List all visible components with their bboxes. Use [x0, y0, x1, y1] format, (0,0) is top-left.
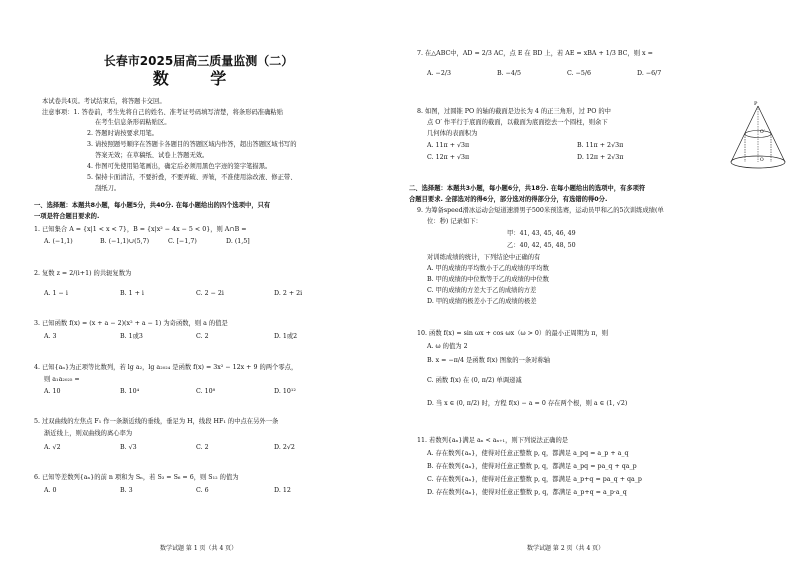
question-1-stem: 1. 已知集合 A = {x|1 < x < 7}，B = {x|x² − 4x − 5 < 0}，则 A∩B = [34, 226, 247, 233]
section-2-heading: 合题目要求. 全部选对的得6分，部分选对的得部分分，有选错的得0分. [409, 196, 608, 203]
question-3-option-b: B. 1或3 [120, 333, 143, 340]
question-4-stem: 4. 已知{aₙ}为正项等比数列，若 lg a₂，lg a₂₀₂₄ 是函数 f(x) = 3x² − 12x + 9 的两个零点， [34, 364, 298, 371]
question-5-option-d: D. 2√2 [274, 444, 295, 451]
question-8-option-d: D. 12π + 2√3π [577, 154, 624, 161]
question-1-option-d: D. (1,5] [226, 238, 250, 245]
note-line: 3. 请按照题号顺序在答题卡各题目的答题区域内作答，超出答题区域书写的 [87, 141, 297, 148]
exam-title: 长春市2025届高三质量监测（二） [103, 54, 294, 68]
question-7-stem: 7. 在△ABC中，AD = 2/3 AC，点 E 在 BD 上，若 AE = xBA + 1/3 BC，则 x = [417, 50, 653, 57]
question-11-option-d: D. 存在数列{aₙ}，使得对任意正整数 p, q，都满足 a_p+q = a_p·a_q [427, 489, 627, 496]
question-9-stem: 9. 为筹备speed滑冰运动会短道速滑男子500米预选赛，运动员甲和乙的5次训练成绩(单 [417, 207, 664, 214]
question-2-option-d: D. 2 + 2i [274, 290, 303, 297]
question-6-option-b: B. 3 [120, 487, 133, 494]
question-1-option-b: B. (−1,1)∪(5,7) [100, 238, 150, 245]
question-6-option-a: A. 0 [44, 487, 57, 494]
question-9-yi-scores: 乙：40, 42, 45, 48, 50 [507, 242, 576, 249]
question-9-option-c: C. 甲的成绩的方差大于乙的成绩的方差 [427, 287, 537, 294]
question-6-stem: 6. 已知等差数列{aₙ}的前 n 项和为 Sₙ，若 S₃ = S₆ = 6，则 S₁₂ 的值为 [34, 474, 239, 481]
note-line: 4. 作图可先使用铅笔画出，确定后必须用黑色字迹的签字笔描黑。 [87, 163, 272, 170]
question-10-option-d: D. 当 x ∈ (0, π/2) 时，方程 f(x) − a = 0 存在两个根，则 a ∈ (1, √2) [427, 400, 628, 407]
question-4-option-c: C. 10⁸ [196, 388, 216, 395]
question-9-stem-cont: 位：秒) 记录如下： [427, 218, 482, 225]
question-11-option-a: A. 存在数列{aₙ}，使得对任意正整数 p, q，都满足 a_pq = a_p + a_q [427, 450, 629, 457]
question-4-option-a: A. 10 [44, 388, 61, 395]
question-7-option-c: C. −5/6 [567, 70, 592, 77]
question-6-option-c: C. 6 [196, 487, 209, 494]
cone-figure [727, 100, 789, 175]
figure-label-o: O [760, 158, 764, 163]
question-11-option-b: B. 存在数列{aₙ}，使得对任意正整数 p, q，都满足 a_pq = pa_q + qa_p [427, 463, 637, 470]
question-7-option-a: A. −2/3 [427, 70, 451, 77]
figure-label-p: P [754, 101, 758, 107]
question-4-option-b: B. 10⁴ [120, 388, 140, 395]
intro-text: 本试卷共4页。考试结束后，将答题卡交回。 [42, 98, 166, 105]
page-footer: 数学试题 第 2 页（共 4 页） [527, 545, 605, 552]
section-2-heading: 二、选择题：本题共3小题，每小题6分，共18分. 在每小题给出的选项中，有多项符 [409, 185, 646, 192]
question-2-stem: 2. 复数 z = 2/(i+1) 的共轭复数为 [34, 270, 132, 277]
question-8-option-c: C. 12π + √3π [427, 154, 470, 161]
figure-label-o-prime: O′ [760, 130, 765, 135]
page-footer: 数学试题 第 1 页（共 4 页） [160, 545, 238, 552]
question-8-stem-cont: 点 O′ 作平行于底面的截面，以截面为底面挖去一个圆柱，则余下 [427, 119, 608, 126]
section-1-heading: 一、选择题：本题共8小题，每小题5分，共40分. 在每小题给出的四个选项中，只有 [34, 202, 271, 209]
question-6-option-d: D. 12 [274, 487, 291, 494]
note-line: 注意事项：1. 答卷前，考生先将自己的姓名、准考证号码填写清楚，将条形码准确粘贴 [42, 109, 283, 116]
note-line: 2. 答题时请按要求用笔。 [87, 130, 158, 137]
question-2-option-b: B. 1 + i [120, 290, 144, 297]
question-5-option-b: B. √3 [120, 444, 137, 451]
note-line: 刮纸刀。 [95, 185, 121, 192]
question-5-option-c: C. 2 [196, 444, 209, 451]
subject-title: 数 学 [152, 69, 245, 88]
question-11-option-c: C. 存在数列{aₙ}，使得对任意正整数 p, q，都满足 a_p+q = pa_q + qa_p [427, 476, 642, 483]
question-9-option-d: D. 甲的成绩的极差小于乙的成绩的极差 [427, 298, 537, 305]
question-3-option-c: C. 2 [196, 333, 209, 340]
question-3-option-a: A. 3 [44, 333, 57, 340]
note-line: 答案无效；在草稿纸、试卷上答题无效。 [95, 152, 209, 159]
question-1-option-a: A. (−1,1) [44, 238, 73, 245]
question-7-option-d: D. −6/7 [637, 70, 662, 77]
question-8-stem-cont: 几何体的表面积为 [427, 130, 478, 137]
question-8-option-a: A. 11π + √3π [427, 142, 470, 149]
question-4-option-d: D. 10¹² [274, 388, 296, 395]
question-3-stem: 3. 已知函数 f(x) = (x + a − 2)(x² + a − 1) 为奇函数，则 a 的值是 [34, 320, 228, 327]
question-10-option-b: B. x = −π/4 是函数 f(x) 图象的一条对称轴 [427, 357, 551, 364]
question-8-stem: 8. 如图，过圆锥 PO 的轴的截面是边长为 4 的正三角形，过 PO 的中 [417, 108, 611, 115]
question-10-stem: 10. 函数 f(x) = sin ωx + cos ωx（ω > 0）的最小正周期为 π，则 [417, 330, 609, 337]
question-7-option-b: B. −4/5 [497, 70, 522, 77]
question-9-option-a: A. 甲的成绩的平均数小于乙的成绩的平均数 [427, 265, 549, 272]
question-4-stem-cont: 则 a₁a₂₀₂₅ = [44, 376, 80, 383]
note-line: 5. 保持卡面清洁，不要折叠，不要弄破、弄皱，不准使用涂改液、修正带、 [87, 174, 297, 181]
section-1-heading: 一项是符合题目要求的. [34, 213, 100, 220]
note-line: 在考生信息条形码粘贴区。 [95, 119, 171, 126]
question-8-option-b: B. 11π + 2√3π [577, 142, 624, 149]
question-3-option-d: D. 1或2 [274, 333, 298, 340]
question-9-option-b: B. 甲的成绩的中位数等于乙的成绩的中位数 [427, 276, 549, 283]
question-5-stem: 5. 过双曲线的左焦点 F₁ 作一条渐近线的垂线，垂足为 H，线段 HF₁ 的中点在另外一条 [34, 418, 279, 425]
question-2-option-c: C. 2 − 2i [196, 290, 224, 297]
page-2 [397, 0, 794, 561]
question-9-stem-cont: 对训练成绩的统计，下列结论中正确的有 [427, 254, 541, 261]
question-1-option-c: C. [−1,7) [168, 238, 197, 245]
question-5-stem-cont: 渐近线上，则双曲线的离心率为 [44, 430, 133, 437]
question-5-option-a: A. √2 [44, 444, 61, 451]
question-9-jia-scores: 甲：41, 43, 45, 46, 49 [507, 230, 576, 237]
question-11-stem: 11. 若数列{aₙ}满足 aₙ < aₙ₊₁，则下列说法正确的是 [417, 437, 569, 444]
question-10-option-a: A. ω 的值为 2 [427, 343, 468, 350]
question-10-option-c: C. 函数 f(x) 在 (0, π/2) 单调递减 [427, 377, 522, 384]
question-2-option-a: A. 1 − i [44, 290, 68, 297]
